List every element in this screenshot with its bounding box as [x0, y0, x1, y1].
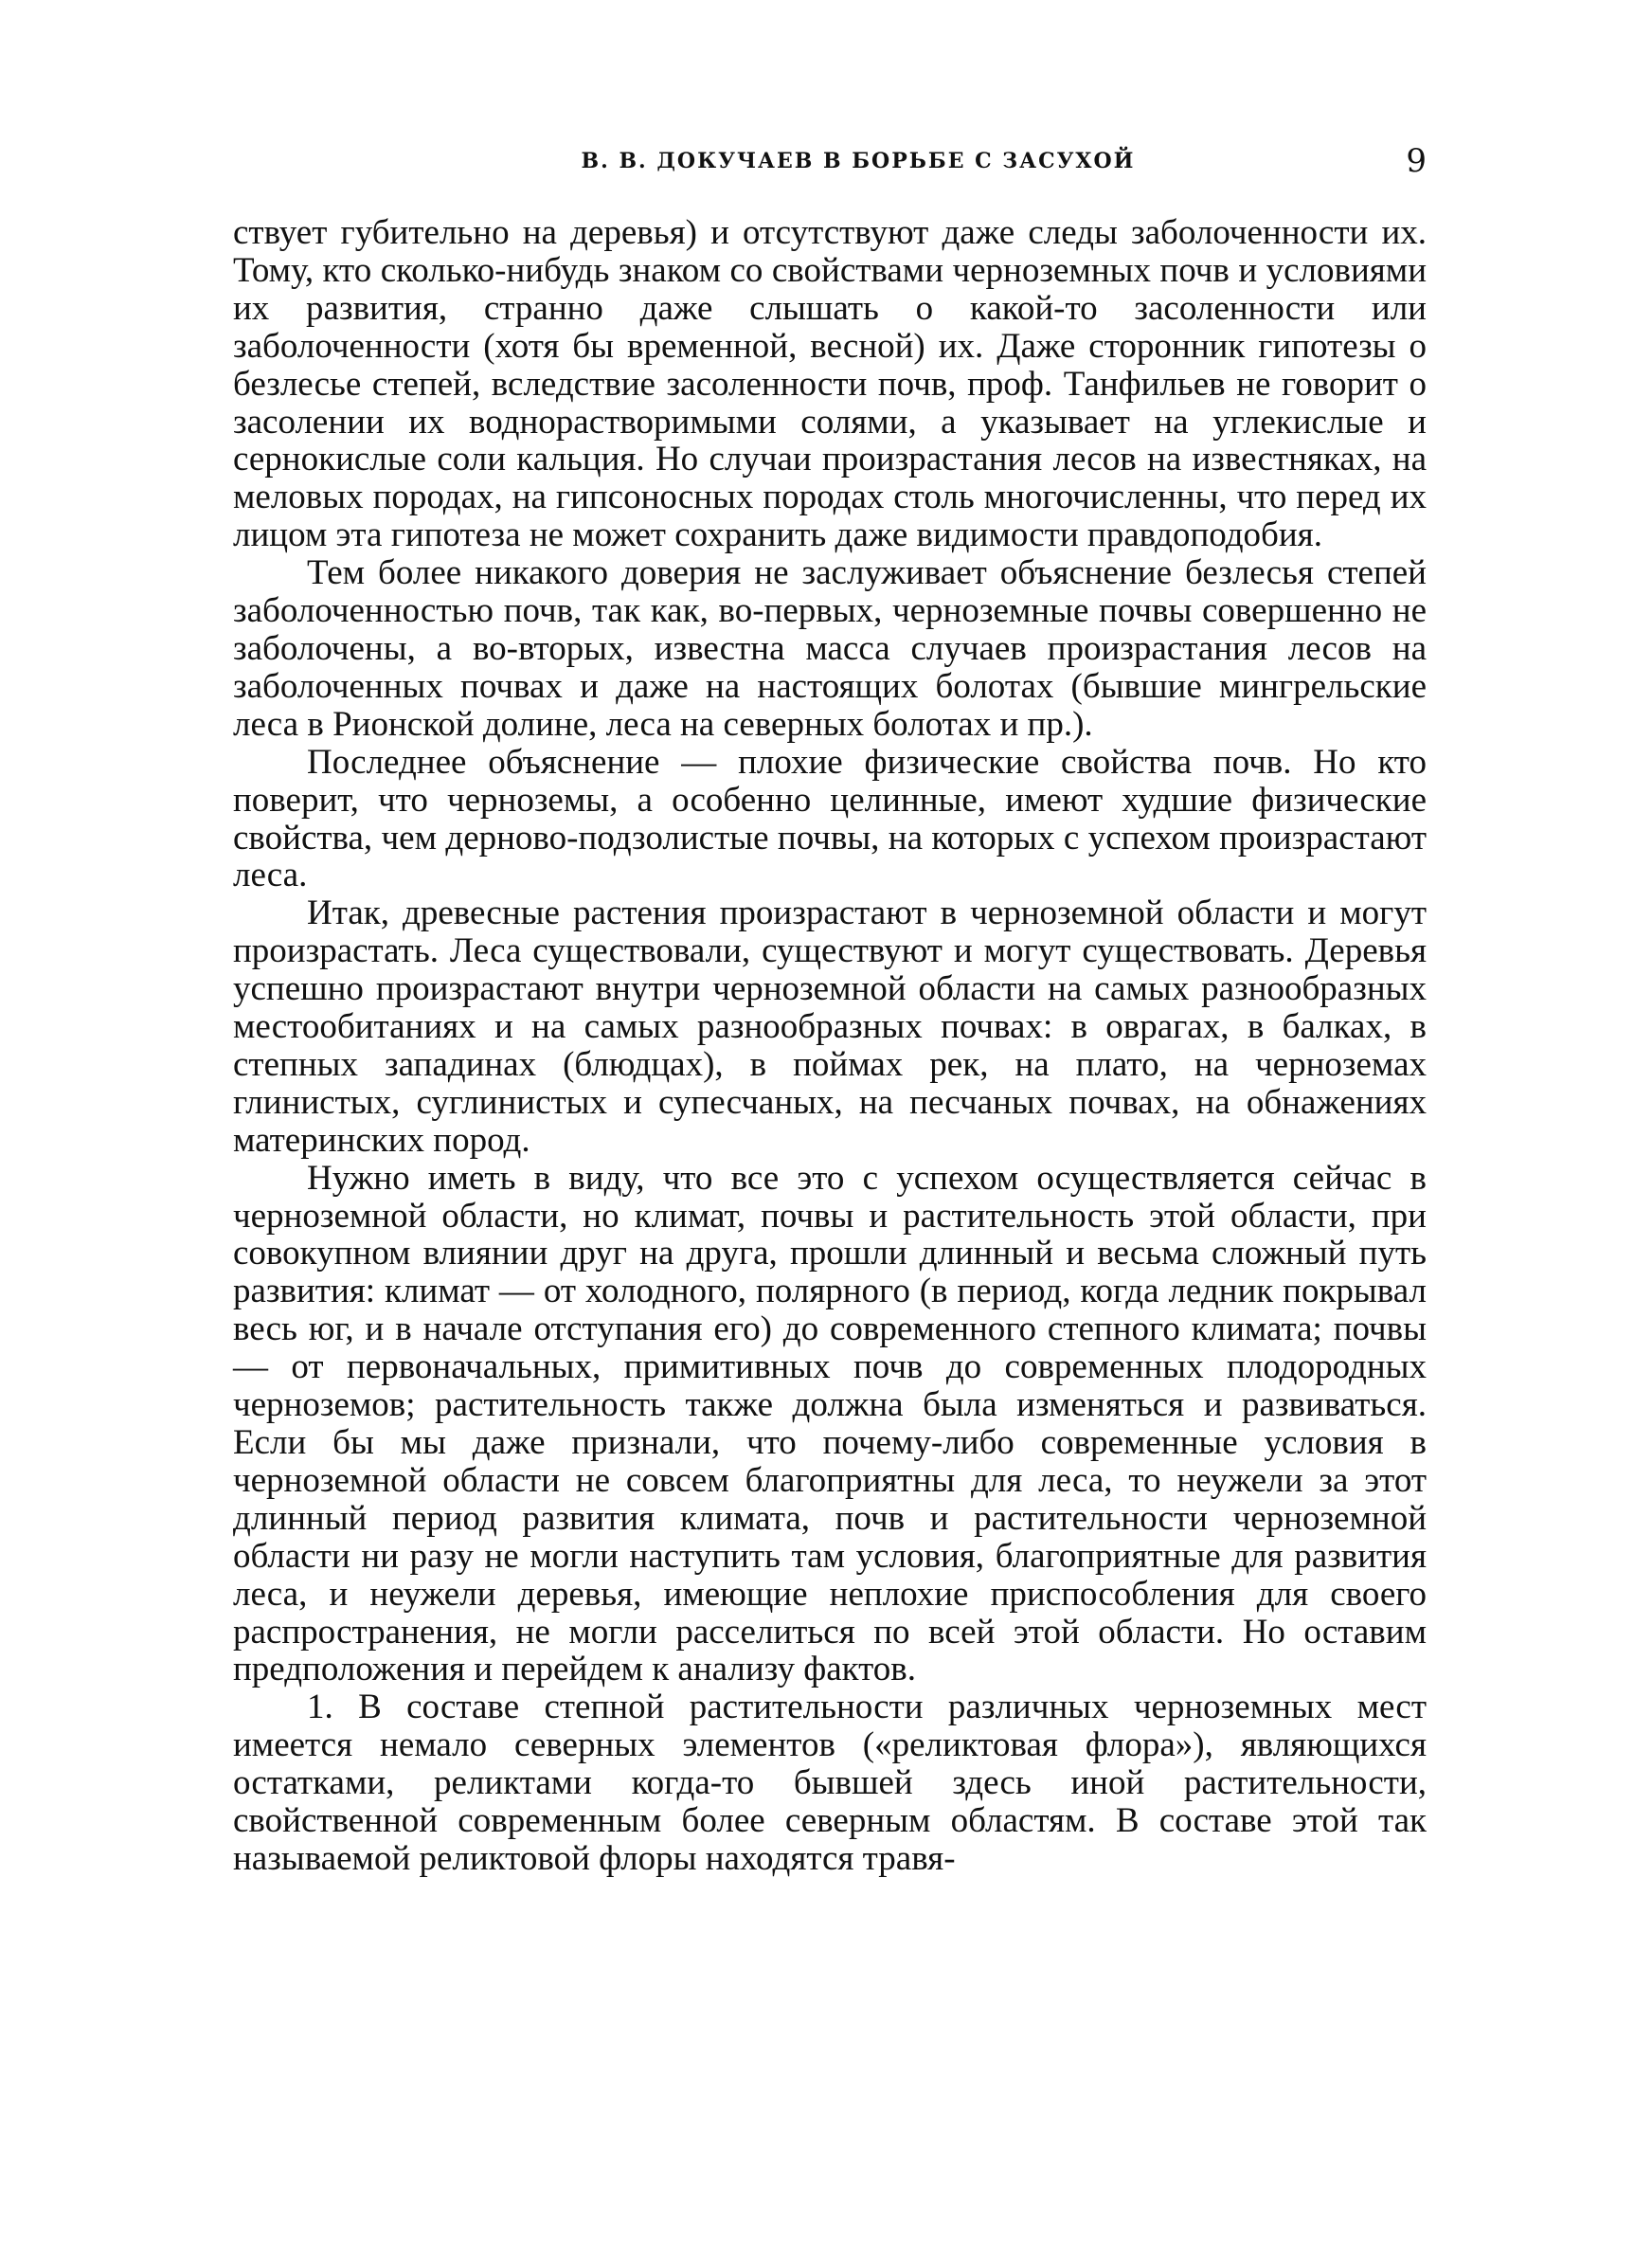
page-number: 9 — [1406, 142, 1427, 180]
body-text — [233, 214, 1427, 1878]
paragraph: Итак, древесные растения произрастают в черноземной области и могут произрастать. Леса существовали, существуют и могут существовать. Деревья успешно произрастают внутри черноземной области на самых разнообразных местообитаниях и на самых разнообразных почвах: в оврагах, в балках, в степных западинах (блюдцах), в поймах рек, на плато, на черноземах глинистых, суглинистых и супесчаных, на песчаных почвах, на обнажениях материнских пород. — [233, 894, 1427, 1160]
paragraph: Тем более никакого доверия не заслуживает объяснение безлесья степей заболоченностью почв, так как, во-первых, черноземные почвы совершенно не заболочены, а во-вторых, известна масса случаев произрастания лесов на заболоченных почвах и даже на настоящих болотах (бывшие мингрельские леса в Рионской долине, леса на северных болотах и пр.). — [233, 553, 1427, 744]
paragraph: Нужно иметь в виду, что все это с успехом осуществляется сейчас в черноземной области, но климат, почвы и растительность этой области, при совокупном влиянии друг на друга, прошли длинный и весьма сложный путь развития: климат — от холодного, полярного (в период, когда ледник покрывал весь юг, и в начале отступания его) до современного степного климата; почвы — от первоначальных, примитивных почв до современных плодородных черноземов; растительность также должна была изменяться и развиваться. Если бы мы даже признали, что почему-либо современные условия в черноземной области не совсем благоприятны для леса, то неужели за этот длинный период развития климата, почв и растительности черноземной области ни разу не могли наступить там условия, благоприятные для развития леса, и неужели деревья, имеющие неплохие приспособления для своего распространения, не могли расселиться по всей этой области. Но оставим предположения и перейдем к анализу фактов. — [233, 1158, 1427, 1689]
paragraph-numbered: 1. В составе степной растительности различных черноземных мест имеется немало северных элементов («реликтовая флора»), являющихся остатками, реликтами когда-то бывшей здесь иной растительности, свойственной современным более северным областям. В составе этой так называемой реликтовой флоры находятся травя- — [233, 1688, 1427, 1878]
running-header — [233, 142, 1427, 180]
paragraph: Последнее объяснение — плохие физические свойства почв. Но кто поверит, что черноземы, а особенно целинные, имеют худшие физические свойства, чем дерново-подзолистые почвы, на которых с успехом произрастают леса. — [233, 742, 1427, 895]
paragraph-continuation: ствует губительно на деревья) и отсутствуют даже следы заболоченности их. Тому, кто сколько-нибудь знаком со свойствами черноземных почв и условиями их развития, странно даже слышать о какой-то засоленности или заболоченности (хотя бы временной, весной) их. Даже сторонник гипотезы о безлесье степей, вследствие засоленности почв, проф. Танфильев не говорит о засолении их воднорастворимыми солями, а указывает на углекислые и сернокислые соли кальция. Но случаи произрастания лесов на известняках, на меловых породах, на гипсоносных породах столь многочисленны, что перед их лицом эта гипотеза не может сохранить даже видимости правдоподобия. — [233, 213, 1427, 555]
running-title: В. В. ДОКУЧАЕВ В БОРЬБЕ С ЗАСУХОЙ — [581, 149, 1136, 173]
